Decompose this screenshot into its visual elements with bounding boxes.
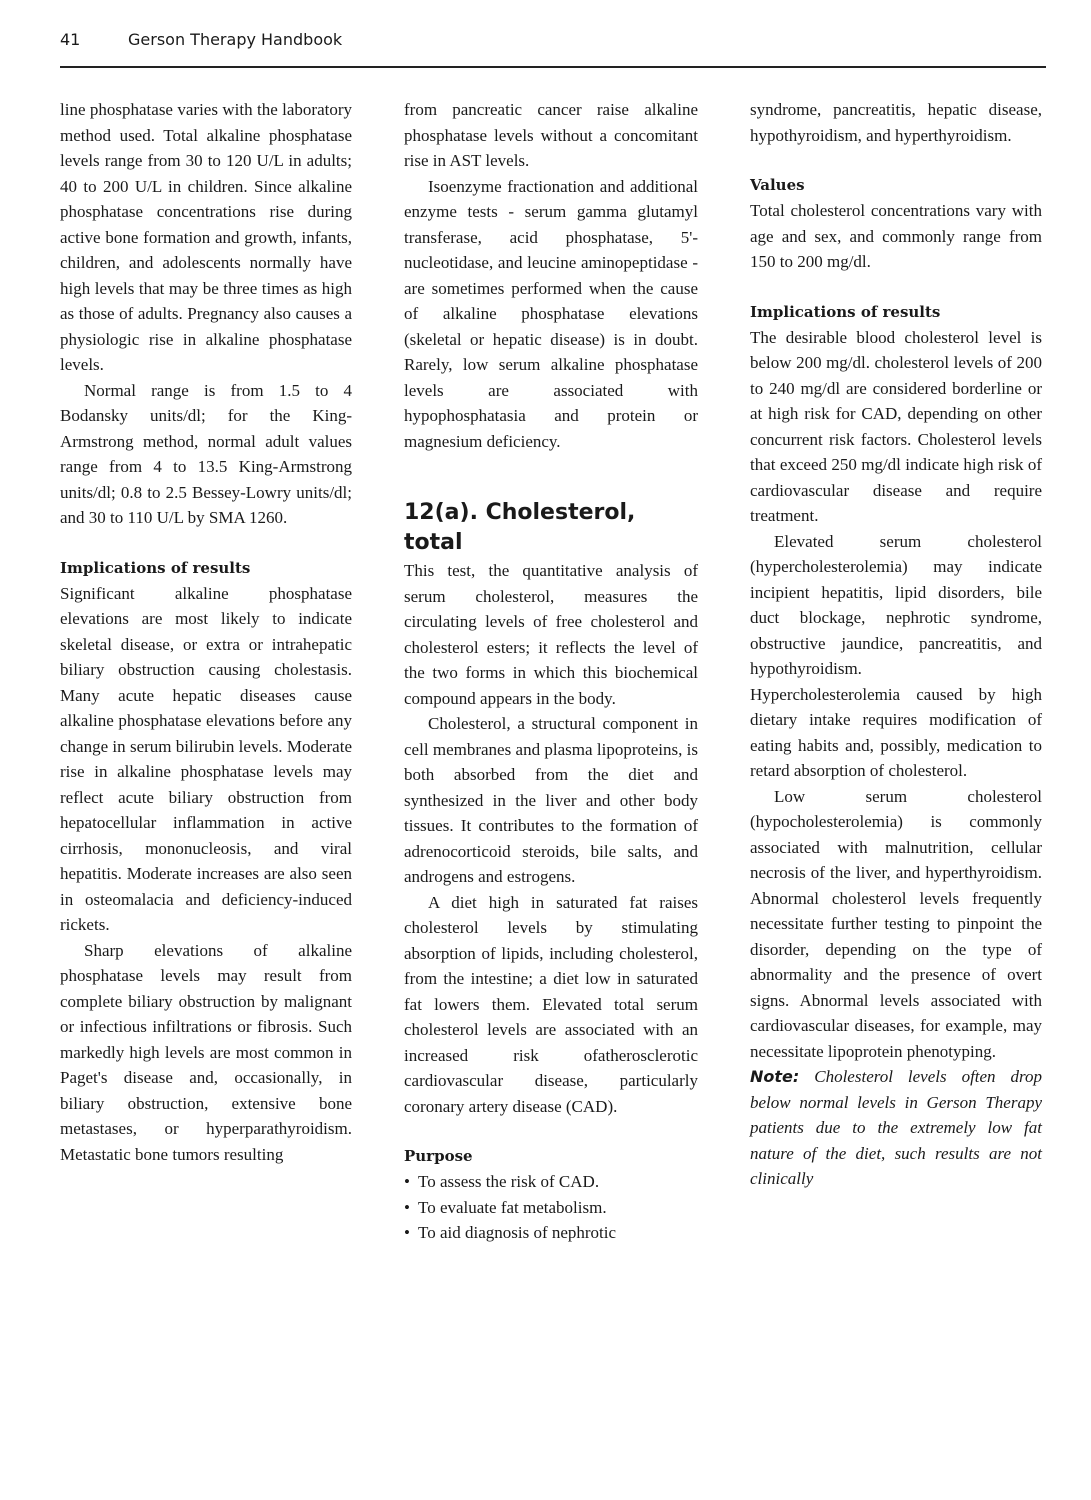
- note-text: Cholesterol levels often drop below normal levels in Gerson Therapy patients due to the extremely low fat nature of the diet, such results are not clinically: [750, 1067, 1043, 1188]
- purpose-item: • To assess the risk of CAD.: [404, 1169, 698, 1195]
- section-title: 12(a). Cholesterol, total: [404, 500, 636, 555]
- col3-paragraph-6: Low serum cholesterol (hypocholesterolemia) is commonly associated with malnutrition, cellular necrosis of the liver, and hyperthyroidism. Abnormal cholesterol levels frequently necessitate further testing to pinpoint the disorder, depending on the type of abnormality and the presence of overt signs. Abnormal levels associated with cardiovascular diseases, for example, may necessitate lipoprotein phenotyping.: [750, 786, 1042, 1061]
- page-header: [60, 28, 1046, 68]
- col1-paragraph-1: line phosphatase varies with the laboratory method used. Total alkaline phosphatase levels range from 30 to 120 U/L in adults; 40 to 200 U/L in children. Since alkaline phosphatase concentrations rise during active bone formation and growth, infants, children, and adolescents normally have high levels that may be three times as high as those of adults. Pregnancy also causes a physiologic rise in alkaline phosphatase levels.: [60, 100, 352, 374]
- col1-implications-heading: Implications of results: [60, 558, 251, 577]
- col2-paragraph-5: A diet high in saturated fat raises cholesterol levels by stimulating absorption of lipids, including cholesterol, from the intestine; a diet low in saturated fat lowers them. Elevated total serum cholesterol levels are associated with an increased risk ofatherosclerotic cardiovascular disease, particularly coronary artery disease (CAD).: [404, 892, 698, 1116]
- purpose-heading: Purpose: [404, 1147, 473, 1165]
- col1-paragraph-2: Normal range is from 1.5 to 4 Bodansky units/dl; for the King-Armstrong method, normal adult values range from 4 to 13.5 King-Armstrong units/dl; 0.8 to 2.5 Bessey-Lowry units/dl; and 30 to 110 U/L by SMA 1260.: [60, 380, 352, 527]
- purpose-item: • To evaluate fat metabolism.: [404, 1195, 698, 1221]
- col3-paragraph-4: Elevated serum cholesterol (hypercholesterolemia) may indicate incipient hepatitis, lipid disorders, bile duct blockage, nephrotic syndrome, obstructive jaundice, pancreatitis, and hypothyroidism.: [750, 531, 1042, 678]
- column-3: [750, 97, 1042, 1192]
- col3-paragraph-3: The desirable blood cholesterol level is below 200 mg/dl. cholesterol levels of 200 to 240 mg/dl are considered borderline or at high risk for CAD, depending on other concurrent risk factors. Cholesterol levels that exceed 250 mg/dl indicate high risk of cardiovascular disease and require treatment.: [750, 327, 1042, 525]
- values-heading: Values: [750, 176, 805, 194]
- col3-paragraph-5: Hypercholesterolemia caused by high dietary intake requires modification of eating habits and, possibly, medication to retard absorption of cholesterol.: [750, 684, 1042, 780]
- page-number: 41: [60, 30, 81, 49]
- purpose-list: [404, 1169, 698, 1246]
- col2-paragraph-3: This test, the quantitative analysis of serum cholesterol, measures the circulating levels of free cholesterol and cholesterol esters; it reflects the level of the two forms in which this biochemical compound appears in the body.: [404, 561, 698, 708]
- col1-paragraph-3: Significant alkaline phosphatase elevations are most likely to indicate skeletal disease, or extra or intrahepatic biliary obstruction causing cholestasis. Many acute hepatic diseases cause alkaline phosphatase elevations before any change in serum bilirubin levels. Moderate rise in alkaline phosphatase levels may reflect acute biliary obstruction from hepatocellular inflammation in active cirrhosis, mononucleosis, and viral hepatitis. Moderate increases are also seen in osteomalacia and deficiency-induced rickets.: [60, 583, 352, 934]
- col3-paragraph-1: syndrome, pancreatitis, hepatic disease, hypothyroidism, and hyperthyroidism.: [750, 100, 1042, 145]
- running-title: Gerson Therapy Handbook: [128, 30, 343, 49]
- note-label: Note:: [750, 1067, 800, 1086]
- column-1: [60, 97, 352, 1167]
- col2-paragraph-2: Isoenzyme fractionation and additional enzyme tests - serum gamma glutamyl transferase, acid phosphatase, 5'-nucleotidase, and leucine aminopeptidase - are sometimes performed when the cause of alkaline phosphatase elevations (skeletal or hepatic disease) is in doubt. Rarely, low serum alkaline phosphatase levels are associated with hypophosphatasia and protein or magnesium deficiency.: [404, 176, 698, 451]
- col2-paragraph-4: Cholesterol, a structural component in cell membranes and plasma lipoproteins, is both absorbed from the diet and synthesized in the liver and other body tissues. It contributes to the formation of adrenocorticoid steroids, bile salts, and androgens and estrogens.: [404, 714, 698, 886]
- col3-implications-heading: Implications of results: [750, 302, 941, 321]
- col3-paragraph-2: Total cholesterol concentrations vary with age and sex, and commonly range from 150 to 200 mg/dl.: [750, 201, 1042, 271]
- col1-paragraph-4: Sharp elevations of alkaline phosphatase levels may result from complete biliary obstruction by malignant or infectious infiltrations or fibrosis. Such markedly high levels are most common in Paget's disease and, occasionally, in biliary obstruction, extensive bone metastases, or hyperparathyroidism. Metastatic bone tumors resulting: [60, 940, 352, 1164]
- purpose-item: • To aid diagnosis of nephrotic: [404, 1220, 698, 1246]
- col2-paragraph-1: from pancreatic cancer raise alkaline phosphatase levels without a concomitant rise in AST levels.: [404, 100, 698, 170]
- column-2: [404, 97, 698, 1246]
- note-paragraph: [750, 1064, 1042, 1192]
